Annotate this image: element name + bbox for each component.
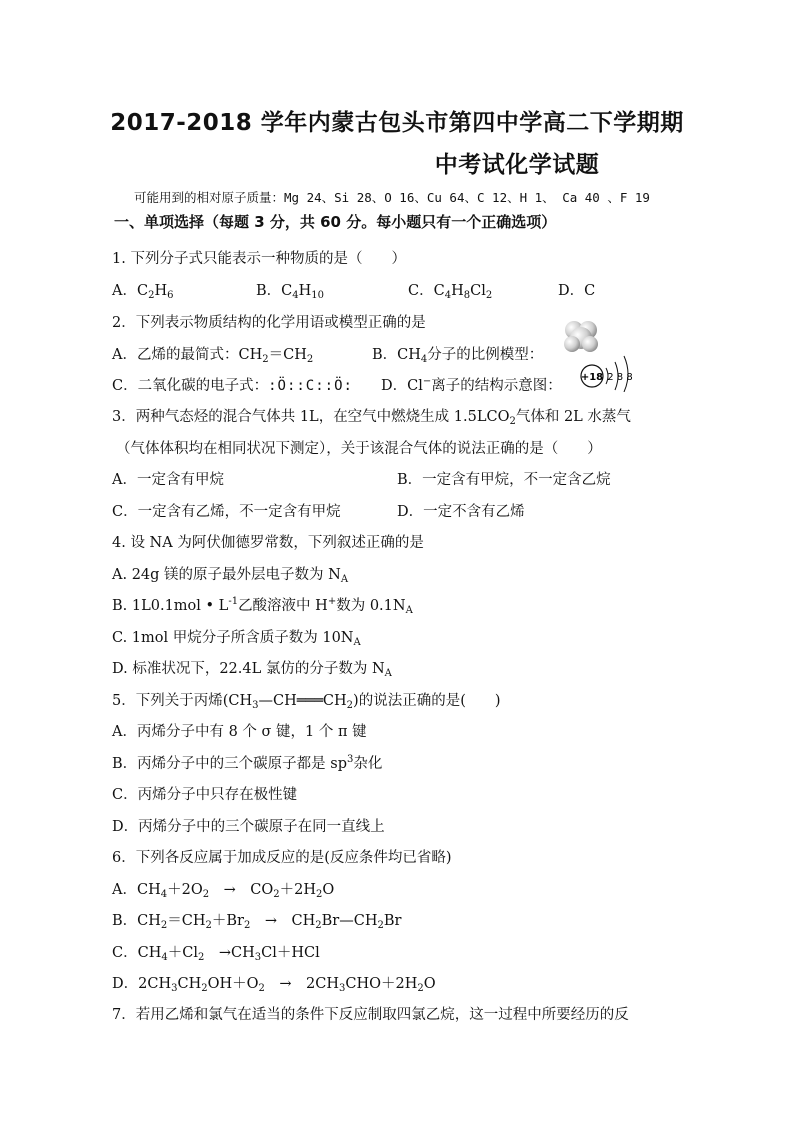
- q6-option-d: D．$2CH_3CH_2OH+O_2$ → $2CH_3CHO+2H_2O$: [112, 976, 436, 994]
- q4-option-a: A. 24g 镁的原子最外层电子数为 $N_A$: [112, 567, 349, 585]
- question-4-stem: 4. 设 NA 为阿伏伽德罗常数，下列叙述正确的是: [112, 535, 424, 551]
- q5-option-a: A．丙烯分子中有 8 个 σ 键，1 个 π 键: [112, 724, 367, 740]
- q2-option-a: A．乙烯的最简式：$CH_2=CH_2$: [112, 347, 314, 365]
- q3-option-a: A．一定含有甲烷: [112, 472, 224, 488]
- q5-option-d: D．丙烯分子中的三个碳原子在同一直线上: [112, 819, 385, 835]
- question-7-stem: 7．若用乙烯和氯气在适当的条件下反应制取四氯乙烷，这一过程中所要经历的反: [112, 1007, 629, 1023]
- question-6-stem: 6．下列各反应属于加成反应的是(反应条件均已省略): [112, 850, 452, 866]
- nucleus-charge-label: +18: [580, 372, 604, 383]
- q6-option-c: C．$CH_4+Cl_2$ $\to CH_3Cl+HCl$: [112, 945, 320, 963]
- question-1-stem: 1. 下列分子式只能表示一种物质的是（ ）: [112, 251, 406, 267]
- q5-option-b: B．丙烯分子中的三个碳原子都是 $sp^3$杂化: [112, 754, 383, 772]
- question-5-stem: 5．下列关于丙烯$(CH_3—CH═══CH_2)$的说法正确的是( ): [112, 693, 501, 711]
- co2-electron-formula: :Ö::C::Ö:: [268, 378, 353, 394]
- question-3-stem-line2: （气体体积均在相同状况下测定），关于该混合气体的说法正确的是（ ）: [116, 441, 602, 457]
- electron-shell-counts: 2 8 8: [607, 372, 633, 383]
- q4-option-d: D. 标准状况下，22.4L 氯仿的分子数为 $N_A$: [112, 661, 392, 679]
- q5-option-c: C．丙烯分子中只存在极性键: [112, 787, 298, 803]
- q6-option-a: A．$CH_4+2O_2$ → $CO_2+2H_2O$: [112, 882, 335, 900]
- q3-option-b: B．一定含有甲烷，不一定含乙烷: [397, 472, 611, 488]
- q1-option-b: B．$C_4H_{10}$: [256, 283, 325, 301]
- q4-option-b: B. 1L0.1mol • $L^{-1}$乙酸溶液中 H+数为 $0.1N_A$: [112, 596, 413, 616]
- q1-option-c: C．$C_4H_8Cl_2$: [408, 283, 493, 301]
- q4-option-c: C. 1mol 甲烷分子所含质子数为 $10N_A$: [112, 630, 361, 648]
- exam-title-line1: 2017-2018 学年内蒙古包头市第四中学高二下学期期: [110, 110, 684, 136]
- q3-option-d: D．一定不含有乙烯: [397, 504, 525, 520]
- q2-option-b: B．$CH_4$分子的比例模型：: [372, 347, 544, 365]
- question-2-stem: 2．下列表示物质结构的化学用语或模型正确的是: [112, 315, 426, 331]
- q2-option-c: C．二氧化碳的电子式：:Ö::C::Ö:: [112, 378, 353, 394]
- section-heading: 一、单项选择（每题 3 分，共 60 分。每小题只有一个正确选项）: [114, 213, 557, 231]
- q3-option-c: C．一定含有乙烯，不一定含有甲烷: [112, 504, 341, 520]
- q2-option-d: D．Cl−离子的结构示意图：: [381, 376, 562, 394]
- question-3-stem-line1: 3．两种气态烃的混合气体共 1L，在空气中燃烧生成 $1.5LCO_2$气体和 2L 水蒸气: [112, 409, 631, 427]
- exam-title-line2: 中考试化学试题: [434, 152, 600, 178]
- q1-option-a: A．$C_2H_6$: [112, 283, 174, 301]
- q1-option-d: D．C: [558, 283, 596, 299]
- chloride-ion-structure-diagram: [576, 348, 638, 392]
- q6-option-b: B．$CH_2=CH_2+Br_2$ → $CH_2Br—CH_2Br$: [112, 913, 402, 931]
- atomic-masses-note: 可能用到的相对原子质量：Mg 24、Si 28、O 16、Cu 64、C 12、H 1、 Ca 40 、F 19: [134, 190, 650, 205]
